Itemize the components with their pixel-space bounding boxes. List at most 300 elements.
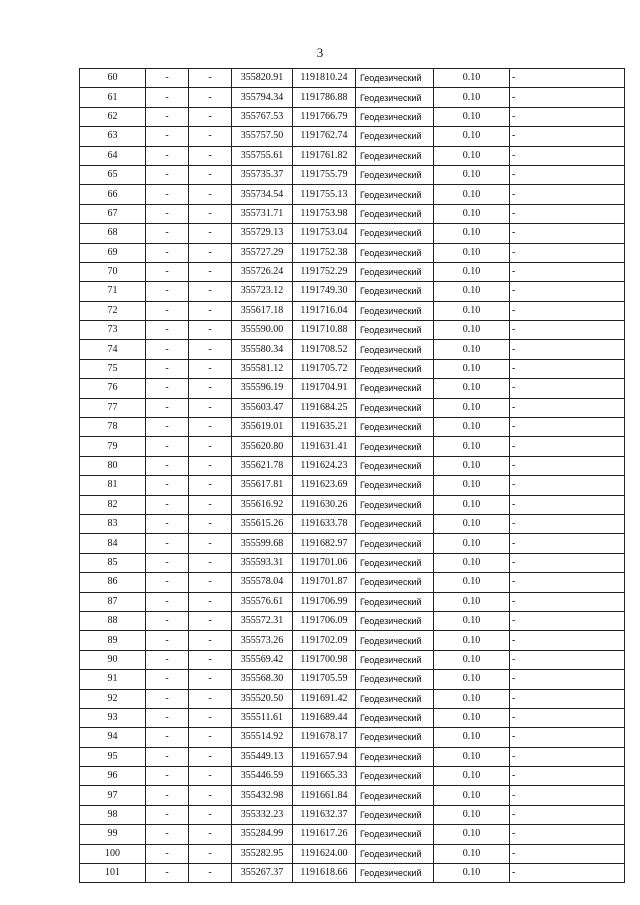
empty-value-cell: - — [189, 398, 232, 417]
x-coordinate-cell: 355581.12 — [232, 359, 293, 378]
accuracy-cell: 0.10 — [434, 282, 510, 301]
empty-value-cell: - — [189, 224, 232, 243]
point-number-cell: 72 — [80, 301, 146, 320]
x-coordinate-cell: 355757.50 — [232, 127, 293, 146]
point-number-cell: 73 — [80, 321, 146, 340]
point-number-cell: 100 — [80, 844, 146, 863]
method-cell: Геодезический — [356, 224, 434, 243]
accuracy-cell: 0.10 — [434, 864, 510, 883]
method-cell: Геодезический — [356, 107, 434, 126]
note-cell: - — [510, 553, 625, 572]
empty-value-cell: - — [146, 650, 189, 669]
empty-value-cell: - — [189, 825, 232, 844]
note-cell: - — [510, 844, 625, 863]
y-coordinate-cell: 1191632.37 — [293, 805, 356, 824]
empty-value-cell: - — [189, 418, 232, 437]
accuracy-cell: 0.10 — [434, 592, 510, 611]
accuracy-cell: 0.10 — [434, 107, 510, 126]
point-number-cell: 63 — [80, 127, 146, 146]
table-row — [80, 650, 625, 669]
method-cell: Геодезический — [356, 379, 434, 398]
table-row — [80, 708, 625, 727]
note-cell: - — [510, 534, 625, 553]
note-cell: - — [510, 728, 625, 747]
x-coordinate-cell: 355794.34 — [232, 88, 293, 107]
empty-value-cell: - — [189, 708, 232, 727]
x-coordinate-cell: 355569.42 — [232, 650, 293, 669]
y-coordinate-cell: 1191753.98 — [293, 204, 356, 223]
note-cell: - — [510, 321, 625, 340]
table-row — [80, 747, 625, 766]
empty-value-cell: - — [189, 69, 232, 88]
point-number-cell: 79 — [80, 437, 146, 456]
empty-value-cell: - — [189, 476, 232, 495]
note-cell: - — [510, 262, 625, 281]
empty-value-cell: - — [189, 127, 232, 146]
empty-value-cell: - — [146, 631, 189, 650]
accuracy-cell: 0.10 — [434, 243, 510, 262]
x-coordinate-cell: 355820.91 — [232, 69, 293, 88]
y-coordinate-cell: 1191701.87 — [293, 573, 356, 592]
x-coordinate-cell: 355617.81 — [232, 476, 293, 495]
table-row — [80, 611, 625, 630]
accuracy-cell: 0.10 — [434, 69, 510, 88]
empty-value-cell: - — [189, 321, 232, 340]
empty-value-cell: - — [146, 321, 189, 340]
empty-value-cell: - — [146, 592, 189, 611]
method-cell: Геодезический — [356, 456, 434, 475]
method-cell: Геодезический — [356, 476, 434, 495]
accuracy-cell: 0.10 — [434, 127, 510, 146]
x-coordinate-cell: 355580.34 — [232, 340, 293, 359]
empty-value-cell: - — [146, 88, 189, 107]
point-number-cell: 70 — [80, 262, 146, 281]
empty-value-cell: - — [189, 379, 232, 398]
empty-value-cell: - — [189, 573, 232, 592]
y-coordinate-cell: 1191752.29 — [293, 262, 356, 281]
empty-value-cell: - — [146, 204, 189, 223]
x-coordinate-cell: 355596.19 — [232, 379, 293, 398]
point-number-cell: 90 — [80, 650, 146, 669]
method-cell: Геодезический — [356, 69, 434, 88]
empty-value-cell: - — [189, 611, 232, 630]
table-row — [80, 767, 625, 786]
empty-value-cell: - — [146, 224, 189, 243]
note-cell: - — [510, 418, 625, 437]
y-coordinate-cell: 1191630.26 — [293, 495, 356, 514]
accuracy-cell: 0.10 — [434, 534, 510, 553]
empty-value-cell: - — [189, 805, 232, 824]
x-coordinate-cell: 355449.13 — [232, 747, 293, 766]
point-number-cell: 84 — [80, 534, 146, 553]
method-cell: Геодезический — [356, 185, 434, 204]
point-number-cell: 65 — [80, 165, 146, 184]
method-cell: Геодезический — [356, 262, 434, 281]
table-row — [80, 553, 625, 572]
table-row — [80, 340, 625, 359]
table-row — [80, 514, 625, 533]
empty-value-cell: - — [146, 728, 189, 747]
method-cell: Геодезический — [356, 437, 434, 456]
y-coordinate-cell: 1191631.41 — [293, 437, 356, 456]
x-coordinate-cell: 355282.95 — [232, 844, 293, 863]
empty-value-cell: - — [146, 670, 189, 689]
method-cell: Геодезический — [356, 514, 434, 533]
accuracy-cell: 0.10 — [434, 418, 510, 437]
point-number-cell: 66 — [80, 185, 146, 204]
y-coordinate-cell: 1191618.66 — [293, 864, 356, 883]
note-cell: - — [510, 495, 625, 514]
x-coordinate-cell: 355432.98 — [232, 786, 293, 805]
empty-value-cell: - — [146, 69, 189, 88]
method-cell: Геодезический — [356, 321, 434, 340]
x-coordinate-cell: 355332.23 — [232, 805, 293, 824]
y-coordinate-cell: 1191657.94 — [293, 747, 356, 766]
empty-value-cell: - — [189, 185, 232, 204]
table-row — [80, 204, 625, 223]
table-row — [80, 127, 625, 146]
point-number-cell: 68 — [80, 224, 146, 243]
x-coordinate-cell: 355726.24 — [232, 262, 293, 281]
note-cell: - — [510, 301, 625, 320]
table-row — [80, 107, 625, 126]
empty-value-cell: - — [146, 708, 189, 727]
x-coordinate-cell: 355573.26 — [232, 631, 293, 650]
point-number-cell: 97 — [80, 786, 146, 805]
y-coordinate-cell: 1191705.59 — [293, 670, 356, 689]
empty-value-cell: - — [189, 146, 232, 165]
method-cell: Геодезический — [356, 728, 434, 747]
empty-value-cell: - — [146, 805, 189, 824]
method-cell: Геодезический — [356, 418, 434, 437]
table-row — [80, 592, 625, 611]
point-number-cell: 78 — [80, 418, 146, 437]
accuracy-cell: 0.10 — [434, 767, 510, 786]
point-number-cell: 101 — [80, 864, 146, 883]
table-row — [80, 321, 625, 340]
x-coordinate-cell: 355615.26 — [232, 514, 293, 533]
accuracy-cell: 0.10 — [434, 204, 510, 223]
empty-value-cell: - — [146, 825, 189, 844]
x-coordinate-cell: 355520.50 — [232, 689, 293, 708]
accuracy-cell: 0.10 — [434, 321, 510, 340]
table-row — [80, 495, 625, 514]
accuracy-cell: 0.10 — [434, 437, 510, 456]
empty-value-cell: - — [189, 786, 232, 805]
empty-value-cell: - — [146, 786, 189, 805]
note-cell: - — [510, 359, 625, 378]
y-coordinate-cell: 1191753.04 — [293, 224, 356, 243]
x-coordinate-cell: 355616.92 — [232, 495, 293, 514]
method-cell: Геодезический — [356, 204, 434, 223]
method-cell: Геодезический — [356, 359, 434, 378]
empty-value-cell: - — [146, 185, 189, 204]
y-coordinate-cell: 1191755.79 — [293, 165, 356, 184]
x-coordinate-cell: 355603.47 — [232, 398, 293, 417]
note-cell: - — [510, 592, 625, 611]
note-cell: - — [510, 476, 625, 495]
empty-value-cell: - — [146, 476, 189, 495]
accuracy-cell: 0.10 — [434, 805, 510, 824]
method-cell: Геодезический — [356, 670, 434, 689]
method-cell: Геодезический — [356, 708, 434, 727]
x-coordinate-cell: 355593.31 — [232, 553, 293, 572]
note-cell: - — [510, 708, 625, 727]
x-coordinate-cell: 355511.61 — [232, 708, 293, 727]
note-cell: - — [510, 805, 625, 824]
method-cell: Геодезический — [356, 805, 434, 824]
x-coordinate-cell: 355514.92 — [232, 728, 293, 747]
empty-value-cell: - — [146, 127, 189, 146]
empty-value-cell: - — [189, 864, 232, 883]
accuracy-cell: 0.10 — [434, 553, 510, 572]
note-cell: - — [510, 864, 625, 883]
page-number: 3 — [316, 45, 324, 60]
empty-value-cell: - — [146, 514, 189, 533]
note-cell: - — [510, 69, 625, 88]
y-coordinate-cell: 1191665.33 — [293, 767, 356, 786]
empty-value-cell: - — [189, 437, 232, 456]
note-cell: - — [510, 88, 625, 107]
empty-value-cell: - — [189, 728, 232, 747]
x-coordinate-cell: 355735.37 — [232, 165, 293, 184]
note-cell: - — [510, 631, 625, 650]
accuracy-cell: 0.10 — [434, 262, 510, 281]
y-coordinate-cell: 1191786.88 — [293, 88, 356, 107]
y-coordinate-cell: 1191617.26 — [293, 825, 356, 844]
method-cell: Геодезический — [356, 592, 434, 611]
accuracy-cell: 0.10 — [434, 379, 510, 398]
x-coordinate-cell: 355767.53 — [232, 107, 293, 126]
empty-value-cell: - — [189, 650, 232, 669]
note-cell: - — [510, 689, 625, 708]
table-row — [80, 437, 625, 456]
method-cell: Геодезический — [356, 398, 434, 417]
table-row — [80, 398, 625, 417]
x-coordinate-cell: 355729.13 — [232, 224, 293, 243]
note-cell: - — [510, 146, 625, 165]
note-cell: - — [510, 747, 625, 766]
accuracy-cell: 0.10 — [434, 728, 510, 747]
empty-value-cell: - — [189, 340, 232, 359]
note-cell: - — [510, 437, 625, 456]
empty-value-cell: - — [146, 553, 189, 572]
table-row — [80, 69, 625, 88]
accuracy-cell: 0.10 — [434, 185, 510, 204]
table-row — [80, 359, 625, 378]
method-cell: Геодезический — [356, 689, 434, 708]
empty-value-cell: - — [146, 689, 189, 708]
point-number-cell: 94 — [80, 728, 146, 747]
accuracy-cell: 0.10 — [434, 689, 510, 708]
point-number-cell: 64 — [80, 146, 146, 165]
accuracy-cell: 0.10 — [434, 301, 510, 320]
y-coordinate-cell: 1191624.23 — [293, 456, 356, 475]
empty-value-cell: - — [146, 573, 189, 592]
method-cell: Геодезический — [356, 301, 434, 320]
empty-value-cell: - — [146, 379, 189, 398]
table-row — [80, 670, 625, 689]
point-number-cell: 69 — [80, 243, 146, 262]
empty-value-cell: - — [146, 534, 189, 553]
note-cell: - — [510, 767, 625, 786]
table-row — [80, 825, 625, 844]
accuracy-cell: 0.10 — [434, 844, 510, 863]
empty-value-cell: - — [189, 204, 232, 223]
empty-value-cell: - — [189, 592, 232, 611]
table-row — [80, 689, 625, 708]
accuracy-cell: 0.10 — [434, 165, 510, 184]
y-coordinate-cell: 1191706.09 — [293, 611, 356, 630]
point-number-cell: 85 — [80, 553, 146, 572]
method-cell: Геодезический — [356, 844, 434, 863]
y-coordinate-cell: 1191701.06 — [293, 553, 356, 572]
empty-value-cell: - — [189, 301, 232, 320]
point-number-cell: 99 — [80, 825, 146, 844]
table-row — [80, 185, 625, 204]
table-row — [80, 379, 625, 398]
empty-value-cell: - — [189, 165, 232, 184]
point-number-cell: 83 — [80, 514, 146, 533]
table-row — [80, 456, 625, 475]
point-number-cell: 92 — [80, 689, 146, 708]
empty-value-cell: - — [189, 844, 232, 863]
y-coordinate-cell: 1191689.44 — [293, 708, 356, 727]
table-row — [80, 224, 625, 243]
y-coordinate-cell: 1191749.30 — [293, 282, 356, 301]
empty-value-cell: - — [146, 359, 189, 378]
x-coordinate-cell: 355568.30 — [232, 670, 293, 689]
point-number-cell: 96 — [80, 767, 146, 786]
coordinates-table — [79, 68, 625, 883]
empty-value-cell: - — [189, 262, 232, 281]
y-coordinate-cell: 1191706.99 — [293, 592, 356, 611]
method-cell: Геодезический — [356, 825, 434, 844]
empty-value-cell: - — [189, 747, 232, 766]
empty-value-cell: - — [189, 514, 232, 533]
note-cell: - — [510, 204, 625, 223]
point-number-cell: 60 — [80, 69, 146, 88]
point-number-cell: 62 — [80, 107, 146, 126]
note-cell: - — [510, 611, 625, 630]
method-cell: Геодезический — [356, 495, 434, 514]
accuracy-cell: 0.10 — [434, 340, 510, 359]
table-row — [80, 728, 625, 747]
note-cell: - — [510, 107, 625, 126]
method-cell: Геодезический — [356, 864, 434, 883]
x-coordinate-cell: 355723.12 — [232, 282, 293, 301]
table-row — [80, 146, 625, 165]
method-cell: Геодезический — [356, 611, 434, 630]
accuracy-cell: 0.10 — [434, 514, 510, 533]
method-cell: Геодезический — [356, 282, 434, 301]
table-row — [80, 262, 625, 281]
y-coordinate-cell: 1191762.74 — [293, 127, 356, 146]
empty-value-cell: - — [189, 88, 232, 107]
y-coordinate-cell: 1191705.72 — [293, 359, 356, 378]
y-coordinate-cell: 1191710.88 — [293, 321, 356, 340]
empty-value-cell: - — [146, 864, 189, 883]
method-cell: Геодезический — [356, 786, 434, 805]
accuracy-cell: 0.10 — [434, 88, 510, 107]
point-number-cell: 77 — [80, 398, 146, 417]
accuracy-cell: 0.10 — [434, 359, 510, 378]
method-cell: Геодезический — [356, 127, 434, 146]
x-coordinate-cell: 355734.54 — [232, 185, 293, 204]
table-row — [80, 844, 625, 863]
y-coordinate-cell: 1191761.82 — [293, 146, 356, 165]
x-coordinate-cell: 355731.71 — [232, 204, 293, 223]
method-cell: Геодезический — [356, 88, 434, 107]
accuracy-cell: 0.10 — [434, 456, 510, 475]
accuracy-cell: 0.10 — [434, 747, 510, 766]
y-coordinate-cell: 1191708.52 — [293, 340, 356, 359]
point-number-cell: 74 — [80, 340, 146, 359]
y-coordinate-cell: 1191810.24 — [293, 69, 356, 88]
table-row — [80, 534, 625, 553]
empty-value-cell: - — [189, 495, 232, 514]
point-number-cell: 71 — [80, 282, 146, 301]
table-row — [80, 805, 625, 824]
point-number-cell: 98 — [80, 805, 146, 824]
empty-value-cell: - — [189, 631, 232, 650]
method-cell: Геодезический — [356, 534, 434, 553]
accuracy-cell: 0.10 — [434, 398, 510, 417]
empty-value-cell: - — [189, 243, 232, 262]
point-number-cell: 82 — [80, 495, 146, 514]
empty-value-cell: - — [146, 301, 189, 320]
empty-value-cell: - — [146, 747, 189, 766]
y-coordinate-cell: 1191635.21 — [293, 418, 356, 437]
y-coordinate-cell: 1191702.09 — [293, 631, 356, 650]
empty-value-cell: - — [146, 146, 189, 165]
point-number-cell: 93 — [80, 708, 146, 727]
table-row — [80, 301, 625, 320]
accuracy-cell: 0.10 — [434, 573, 510, 592]
point-number-cell: 67 — [80, 204, 146, 223]
accuracy-cell: 0.10 — [434, 495, 510, 514]
y-coordinate-cell: 1191700.98 — [293, 650, 356, 669]
empty-value-cell: - — [146, 243, 189, 262]
y-coordinate-cell: 1191684.25 — [293, 398, 356, 417]
method-cell: Геодезический — [356, 573, 434, 592]
empty-value-cell: - — [189, 282, 232, 301]
empty-value-cell: - — [189, 107, 232, 126]
accuracy-cell: 0.10 — [434, 708, 510, 727]
method-cell: Геодезический — [356, 340, 434, 359]
point-number-cell: 75 — [80, 359, 146, 378]
table-row — [80, 631, 625, 650]
note-cell: - — [510, 127, 625, 146]
y-coordinate-cell: 1191691.42 — [293, 689, 356, 708]
note-cell: - — [510, 456, 625, 475]
point-number-cell: 61 — [80, 88, 146, 107]
empty-value-cell: - — [189, 359, 232, 378]
empty-value-cell: - — [189, 534, 232, 553]
table-row — [80, 282, 625, 301]
empty-value-cell: - — [146, 165, 189, 184]
x-coordinate-cell: 355576.61 — [232, 592, 293, 611]
x-coordinate-cell: 355590.00 — [232, 321, 293, 340]
empty-value-cell: - — [146, 340, 189, 359]
y-coordinate-cell: 1191682.97 — [293, 534, 356, 553]
empty-value-cell: - — [146, 611, 189, 630]
empty-value-cell: - — [146, 107, 189, 126]
note-cell: - — [510, 224, 625, 243]
x-coordinate-cell: 355727.29 — [232, 243, 293, 262]
y-coordinate-cell: 1191704.91 — [293, 379, 356, 398]
table-row — [80, 243, 625, 262]
